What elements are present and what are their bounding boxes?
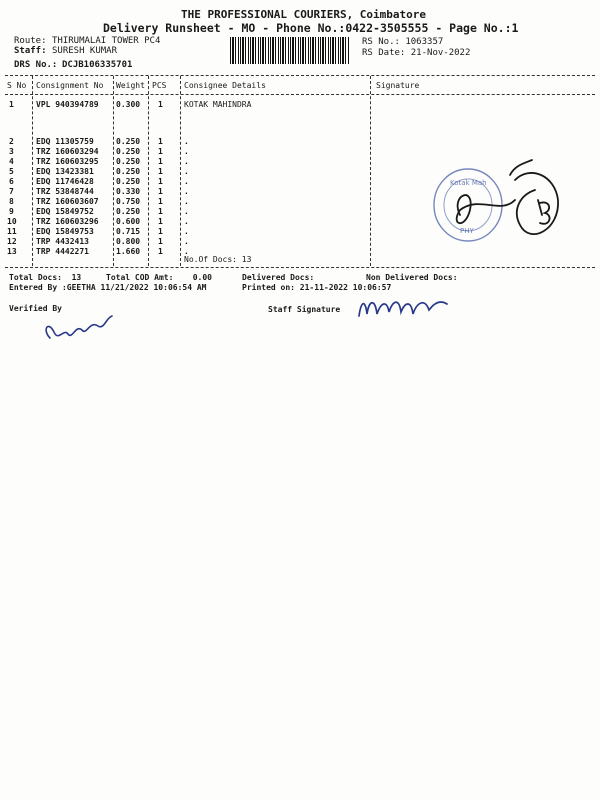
table-row [0,227,370,237]
row-sno: 11 [7,227,17,236]
row-pcs: 1 [158,147,163,156]
table-row [0,157,370,167]
row-weight: 0.600 [116,217,141,226]
table-row [0,197,370,207]
verified-by: Verified By [9,304,62,313]
total-docs: Total Docs: 13 [9,273,82,282]
table-row [0,207,370,217]
table-row [0,147,370,157]
runsheet-title: Delivery Runsheet - MO - Phone No.:0422-3505555 - Page No.:1 [103,21,519,35]
table-row [0,177,370,187]
row-sno: 5 [9,167,14,176]
row-pcs: 1 [158,100,163,109]
company-name: THE PROFESSIONAL COURIERS, Coimbatore [181,8,427,21]
row-pcs: 1 [158,187,163,196]
table-row [0,137,370,147]
row-weight: 0.250 [116,157,141,166]
row-weight: 0.250 [116,167,141,176]
row-consignment: EDQ 15849752 [36,207,94,216]
row-consignment: TRP 4442271 [36,247,89,256]
company-stamp [420,155,580,250]
total-cod: Total COD Amt: 0.00 [106,273,212,282]
row-details: KOTAK MAHINDRA [184,100,252,109]
col-pcs: PCS [152,81,167,90]
col-consignment: Consignment No [36,81,104,90]
divider-consignee [370,76,371,266]
row-sno: 9 [9,207,14,216]
row-consignment: TRZ 53848744 [36,187,94,196]
table-header-rule [5,94,595,95]
recipient-signature [457,160,558,234]
row-pcs: 1 [158,197,163,206]
row-details: . [184,207,189,216]
row-consignment: TRZ 160603607 [36,197,99,206]
barcode [230,37,350,64]
stamp-text-top: Kotak Mah [450,179,487,187]
row-consignment: TRZ 160603295 [36,157,99,166]
rs-date: RS Date: 21-Nov-2022 [362,48,471,58]
row-details: . [184,227,189,236]
row-sno: 6 [9,177,14,186]
table-top-rule [5,75,595,76]
rs-number: RS No.: 1063357 [362,37,444,47]
row-weight: 0.800 [116,237,141,246]
row-consignment: EDQ 15849753 [36,227,94,236]
delivered-docs: Delivered Docs: [242,273,315,282]
table-bottom-rule [5,267,595,268]
row-pcs: 1 [158,237,163,246]
row-weight: 1.660 [116,247,141,256]
verifier-signature [40,310,120,350]
route-value: THIRUMALAI TOWER PC4 [52,36,161,46]
row-sno: 7 [9,187,14,196]
table-row [0,100,370,110]
row-details: . [184,167,189,176]
row-details: . [184,137,189,146]
row-weight: 0.250 [116,177,141,186]
row-sno: 4 [9,157,14,166]
staff-signature-label: Staff Signature [268,305,341,314]
row-details: . [184,247,189,256]
row-consignment: TRP 4432413 [36,237,89,246]
no-of-docs: No.Of Docs: 13 [184,255,252,264]
staff-label: Staff: [14,46,47,56]
col-sno: S No [7,81,27,90]
row-details: . [184,197,189,206]
staff-signature [355,292,455,324]
entered-by: Entered By :GEETHA 11/21/2022 10:06:54 AM [9,283,207,292]
drs-label: DRS No.: [14,60,58,70]
row-sno: 3 [9,147,14,156]
row-sno: 8 [9,197,14,206]
table-row [0,167,370,177]
row-weight: 0.330 [116,187,141,196]
row-consignment: TRZ 160603296 [36,217,99,226]
row-pcs: 1 [158,177,163,186]
staff-value: SURESH KUMAR [52,46,118,56]
row-pcs: 1 [158,217,163,226]
row-consignment: EDQ 11746428 [36,177,94,186]
row-pcs: 1 [158,157,163,166]
row-details: . [184,147,189,156]
row-sno: 1 [9,100,14,109]
row-pcs: 1 [158,247,163,256]
row-consignment: EDQ 13423381 [36,167,94,176]
stamp-text-bottom: PHY [460,227,474,235]
row-pcs: 1 [158,167,163,176]
table-row [0,237,370,247]
row-consignment: VPL 940394789 [36,100,99,109]
row-details: . [184,237,189,246]
row-weight: 0.750 [116,197,141,206]
row-sno: 13 [7,247,17,256]
col-signature: Signature [376,81,420,90]
col-weight: Weight [116,81,145,90]
row-sno: 12 [7,237,17,246]
row-weight: 0.250 [116,147,141,156]
row-details: . [184,217,189,226]
row-pcs: 1 [158,137,163,146]
row-pcs: 1 [158,207,163,216]
route-label: Route: [14,36,47,46]
row-sno: 10 [7,217,17,226]
row-weight: 0.715 [116,227,141,236]
table-row [0,217,370,227]
row-pcs: 1 [158,227,163,236]
row-details: . [184,177,189,186]
non-delivered-docs: Non Delivered Docs: [366,273,458,282]
row-consignment: TRZ 160603294 [36,147,99,156]
printed-on: Printed on: 21-11-2022 10:06:57 [242,283,392,292]
table-row [0,187,370,197]
row-weight: 0.250 [116,137,141,146]
row-weight: 0.250 [116,207,141,216]
row-details: . [184,157,189,166]
drs-value: DCJB106335701 [62,60,133,70]
row-details: . [184,187,189,196]
col-consignee: Consignee Details [184,81,266,90]
row-weight: 0.300 [116,100,141,109]
row-sno: 2 [9,137,14,146]
row-consignment: EDQ 11305759 [36,137,94,146]
